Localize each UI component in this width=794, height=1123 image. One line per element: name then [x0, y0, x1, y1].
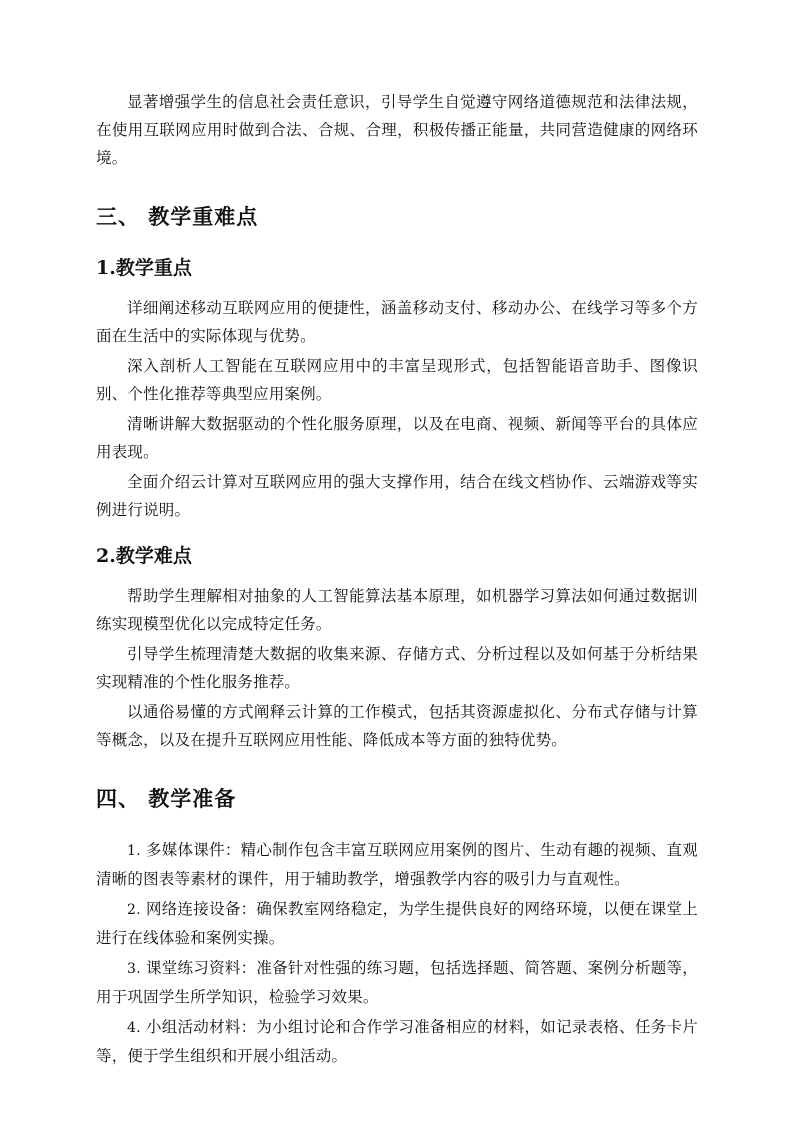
subsection-title-focus: 1.教学重点 [96, 257, 192, 279]
focus-paragraph-4: 全面介绍云计算对互联网应用的强大支撑作用，结合在线文档协作、云端游戏等实例进行说明。 [96, 473, 698, 519]
intro-paragraph: 显著增强学生的信息社会责任意识，引导学生自觉遵守网络道德规范和法律法规，在使用互联网应用时做到合法、合规、合理，积极传播正能量，共同营造健康的网络环境。 [96, 93, 698, 167]
preparation-item-number: 1. [127, 843, 141, 859]
preparation-item-number: 3. [127, 961, 141, 977]
difficulty-paragraph-2: 引导学生梳理清楚大数据的收集来源、存储方式、分析过程以及如何基于分析结果实现精准的个性化服务推荐。 [96, 645, 698, 691]
preparation-item-number: 4. [127, 1020, 141, 1036]
subsection-title-difficulty: 2.教学难点 [96, 545, 192, 567]
preparation-item-number: 2. [127, 902, 141, 918]
preparation-item-4 [96, 1013, 698, 1070]
preparation-item-text: 课堂练习资料：准备针对性强的练习题，包括选择题、简答题、案例分析题等，用于巩固学生所学知识，检验学习效果。 [96, 959, 698, 1006]
section-title-key-points: 三、 教学重难点 [96, 204, 259, 229]
preparation-item-text: 小组活动材料：为小组讨论和合作学习准备相应的材料，如记录表格、任务卡片等，便于学生组织和开展小组活动。 [96, 1018, 698, 1065]
preparation-item-3 [96, 954, 698, 1011]
preparation-item-1 [96, 836, 698, 893]
section-title-preparation: 四、 教学准备 [96, 786, 237, 811]
focus-paragraph-1: 详细阐述移动互联网应用的便捷性，涵盖移动支付、移动办公、在线学习等多个方面在生活中的实际体现与优势。 [96, 299, 698, 345]
difficulty-paragraph-3: 以通俗易懂的方式阐释云计算的工作模式，包括其资源虚拟化、分布式存储与计算等概念，以及在提升互联网应用性能、降低成本等方面的独特优势。 [96, 703, 698, 749]
preparation-item-text: 网络连接设备：确保教室网络稳定，为学生提供良好的网络环境，以便在课堂上进行在线体验和案例实操。 [96, 900, 698, 947]
difficulty-paragraph-1: 帮助学生理解相对抽象的人工智能算法基本原理，如机器学习算法如何通过数据训练实现模型优化以完成特定任务。 [96, 587, 698, 633]
preparation-item-2 [96, 895, 698, 952]
focus-paragraph-3: 清晰讲解大数据驱动的个性化服务原理，以及在电商、视频、新闻等平台的具体应用表现。 [96, 415, 698, 461]
preparation-item-text: 多媒体课件：精心制作包含丰富互联网应用案例的图片、生动有趣的视频、直观清晰的图表等素材的课件，用于辅助教学，增强教学内容的吸引力与直观性。 [96, 841, 698, 888]
focus-paragraph-2: 深入剖析人工智能在互联网应用中的丰富呈现形式，包括智能语音助手、图像识别、个性化推荐等典型应用案例。 [96, 357, 698, 403]
